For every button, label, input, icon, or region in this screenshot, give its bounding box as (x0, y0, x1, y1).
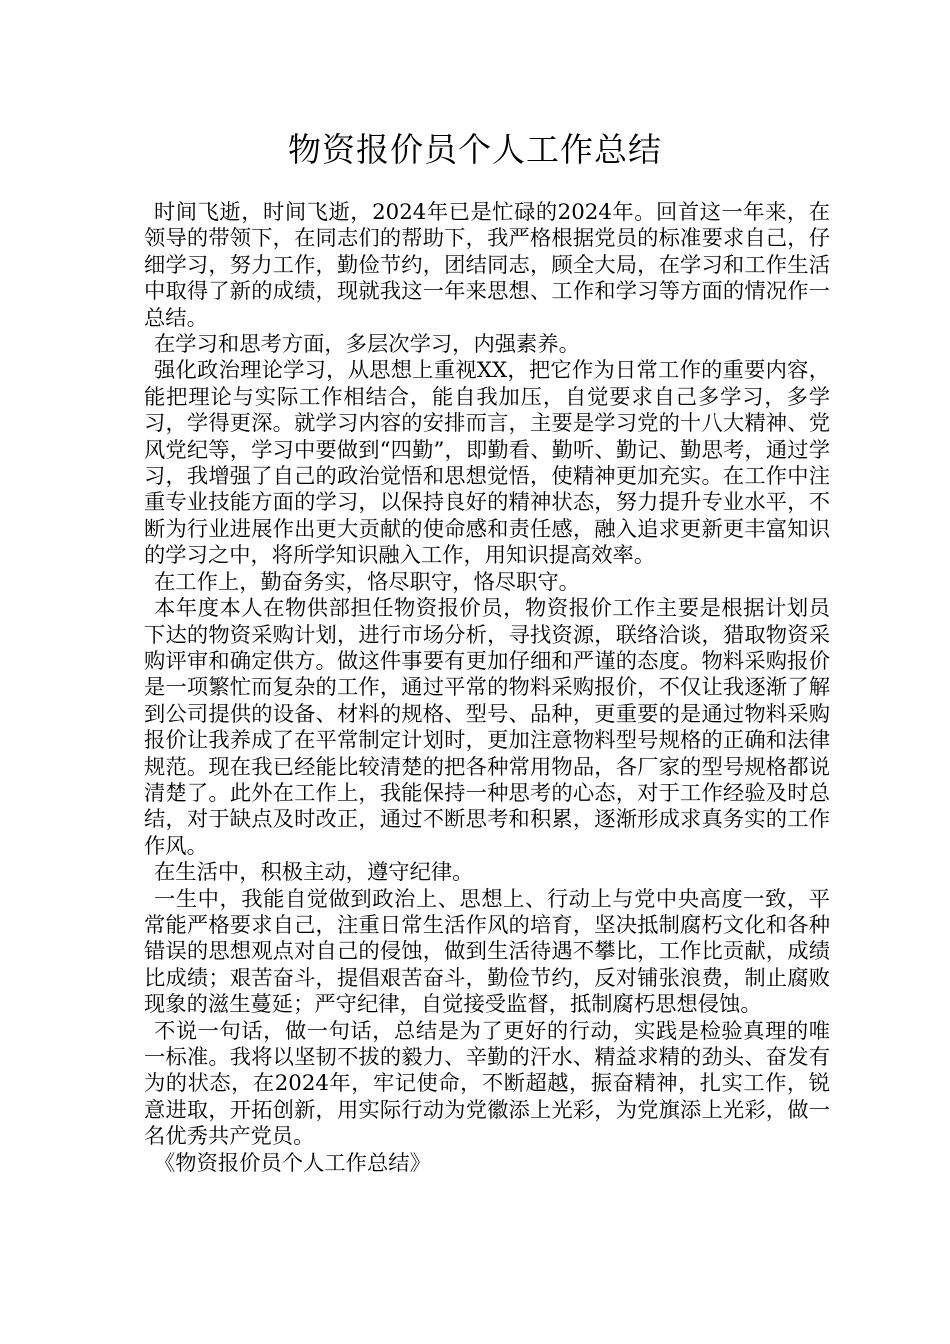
section-heading-study: 在学习和思考方面，多层次学习，内强素养。 (154, 332, 580, 358)
paragraph-study: 强化政治理论学习，从思想上重视XX，把它作为日常工作的重要内容，能把理论与实际工作相结合，能自我加压，自觉要求自己多学习，多学习，学得更深。就学习内容的安排而言，主要是学习党的十八大精神、党风党纪等，学习中要做到“四勤”，即勤看、勤听、勤记、勤思考，通过学习，我增强了自己的政治觉悟和思想觉悟，使精神更加充实。在工作中注重专业技能方面的学习，以保持良好的精神状态，努力提升专业水平，不断为行业进展作出更大贡献的使命感和责任感，融入追求更新更丰富知识的学习之中，将所学知识融入工作，用知识提高效率。 (144, 358, 830, 569)
paragraph-intro: 时间飞逝，时间飞逝，2024年已是忙碌的2024年。回首这一年来，在领导的带领下，在同志们的帮助下，我严格根据党员的标准要求自己，仔细学习，努力工作，勤俭节约，团结同志，顾全大局，在学习和工作生活中取得了新的成绩，现就我这一年来思想、工作和学习等方面的情况作一总结。 (144, 200, 830, 331)
document-body (144, 200, 830, 1177)
paragraph-life: 一生中，我能自觉做到政治上、思想上、行动上与党中央高度一致，平常能严格要求自己，注重日常生活作风的培育，坚决抵制腐朽文化和各种错误的思想观点对自己的侵蚀，做到生活待遇不攀比，工作比贡献，成绩比成绩；艰苦奋斗，提倡艰苦奋斗，勤俭节约，反对铺张浪费，制止腐败现象的滋生蔓延；严守纪律，自觉接受监督，抵制腐朽思想侵蚀。 (144, 886, 830, 1018)
paragraph-conclusion: 不说一句话，做一句话，总结是为了更好的行动，实践是检验真理的唯一标准。我将以坚韧不拔的毅力、辛勤的汗水、精益求精的劲头、奋发有为的状态，在2024年，牢记使命，不断超越，振奋精神，扎实工作，锐意进取，开拓创新，用实际行动为党徽添上光彩，为党旗添上光彩，做一名优秀共产党员。 (144, 1018, 830, 1150)
section-heading-work: 在工作上，勤奋务实，恪尽职守，恪尽职守。 (154, 569, 580, 595)
paragraph-work: 本年度本人在物供部担任物资报价员，物资报价工作主要是根据计划员下达的物资采购计划，进行市场分析，寻找资源，联络洽谈，猎取物资采购评审和确定供方。做这件事要有更加仔细和严谨的态度。物料采购报价是一项繁忙而复杂的工作，通过平常的物料采购报价，不仅让我逐渐了解到公司提供的设备、材料的规格、型号、品种，更重要的是通过物料采购报价让我养成了在平常制定计划时，更加注意物料型号规格的正确和法律规范。现在我已经能比较清楚的把各种常用物品，各厂家的型号规格都说清楚了。此外在工作上，我能保持一种思考的心态，对于工作经验及时总结，对于缺点及时改正，通过不断思考和积累，逐渐形成求真务实的工作作风。 (144, 596, 830, 859)
section-heading-life: 在生活中，积极主动，遵守纪律。 (154, 860, 474, 886)
document-footer-title: 《物资报价员个人工作总结》 (154, 1150, 431, 1176)
document-title: 物资报价员个人工作总结 (288, 130, 662, 169)
